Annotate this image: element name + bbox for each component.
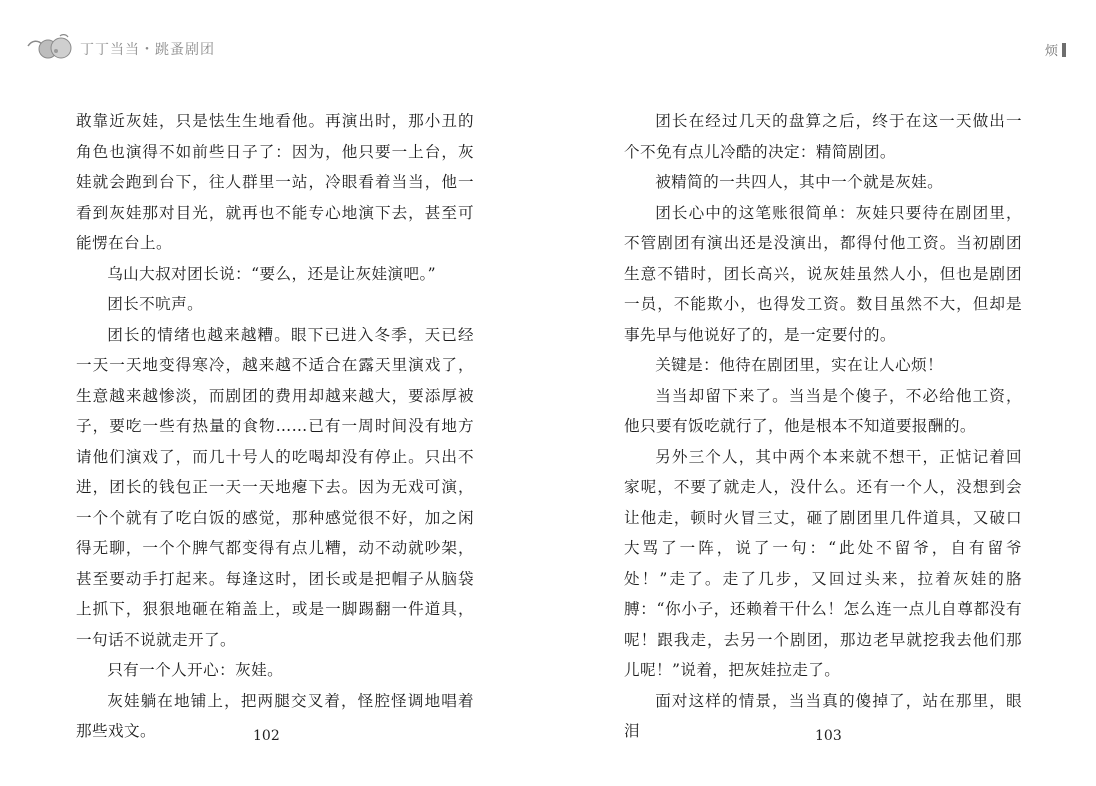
series-title: 丁丁当当・跳蚤剧团 <box>80 42 215 58</box>
paragraph: 当当却留下来了。当当是个傻子，不必给他工资，他只要有饭吃就行了，他是根本不知道要报酬的。 <box>624 386 1022 435</box>
chapter-header <box>1045 40 1066 59</box>
paragraph: 敢靠近灰娃，只是怯生生地看他。再演出时，那小丑的角色也演得不如前些日子了：因为，他只要一上台，灰娃就会跑到台下，往人群里一站，冷眼看着当当，他一看到灰娃那对目光，就再也不能专心地演下去，甚至可能愣在台上。 <box>76 112 474 252</box>
series-header <box>26 30 215 64</box>
paragraph: 被精简的一共四人，其中一个就是灰娃。 <box>655 173 944 191</box>
gourd-logo-icon <box>26 32 74 62</box>
paragraph: 乌山大叔对团长说：“要么，还是让灰娃演吧。” <box>107 264 437 283</box>
paragraph: 关键是：他待在剧团里，实在让人心烦！ <box>655 356 944 374</box>
paragraph: 另外三个人，其中两个本来就不想干，正惦记着回家呢，不要了就走人，没什么。还有一个人，没想到会让他走，顿时火冒三丈，砸了剧团里几件道具，又破口大骂了一阵，说了一句：“此处不留爷，自有留爷处！”走了。走了几步，又回过头来，拉着灰娃的胳膊：“你小子，还赖着干什么！怎么连一点儿自尊都没有呢！跟我走，去另一个剧团，那边老早就挖我去他们那儿呢！”说着，把灰娃拉走了。 <box>624 447 1022 679</box>
paragraph: 团长心中的这笔账很简单：灰娃只要待在剧团里，不管剧团有演出还是没演出，都得付他工资。当初剧团生意不错时，团长高兴，说灰娃虽然人小，但也是剧团一员，不能欺小，也得发工资。数目虽然不大，但却是事先早与他说好了的，是一定要付的。 <box>624 203 1022 344</box>
chapter-marker <box>1062 43 1066 57</box>
left-page <box>76 106 474 747</box>
right-page <box>624 106 1022 747</box>
page-number-left: 102 <box>253 728 280 744</box>
paragraph: 面对这样的情景，当当真的傻掉了，站在那里，眼泪 <box>624 691 1022 740</box>
page-number-right: 103 <box>815 728 842 744</box>
paragraph: 只有一个人开心：灰娃。 <box>107 661 284 679</box>
paragraph: 团长不吭声。 <box>107 295 204 313</box>
chapter-title: 烦 <box>1044 44 1058 59</box>
paragraph: 团长的情绪也越来越糟。眼下已进入冬季，天已经一天一天地变得寒冷，越来越不适合在露天里演戏了，生意越来越惨淡，而剧团的费用却越来越大，要添厚被子，要吃一些有热量的食物……已有一周时间没有地方请他们演戏了，而几十号人的吃喝却没有停止。只出不进，团长的钱包正一天一天地瘪下去。因为无戏可演，一个个就有了吃白饭的感觉，那种感觉很不好，加之闲得无聊，一个个脾气都变得有点儿糟，动不动就吵架，甚至要动手打起来。每逢这时，团长或是把帽子从脑袋上抓下，狠狠地砸在箱盖上，或是一脚踢翻一件道具，一句话不说就走开了。 <box>76 325 474 649</box>
paragraph: 团长在经过几天的盘算之后，终于在这一天做出一个不免有点儿冷酷的决定：精简剧团。 <box>624 112 1022 161</box>
paragraph: 灰娃躺在地铺上，把两腿交叉着，怪腔怪调地唱着那些戏文。 <box>76 691 474 740</box>
